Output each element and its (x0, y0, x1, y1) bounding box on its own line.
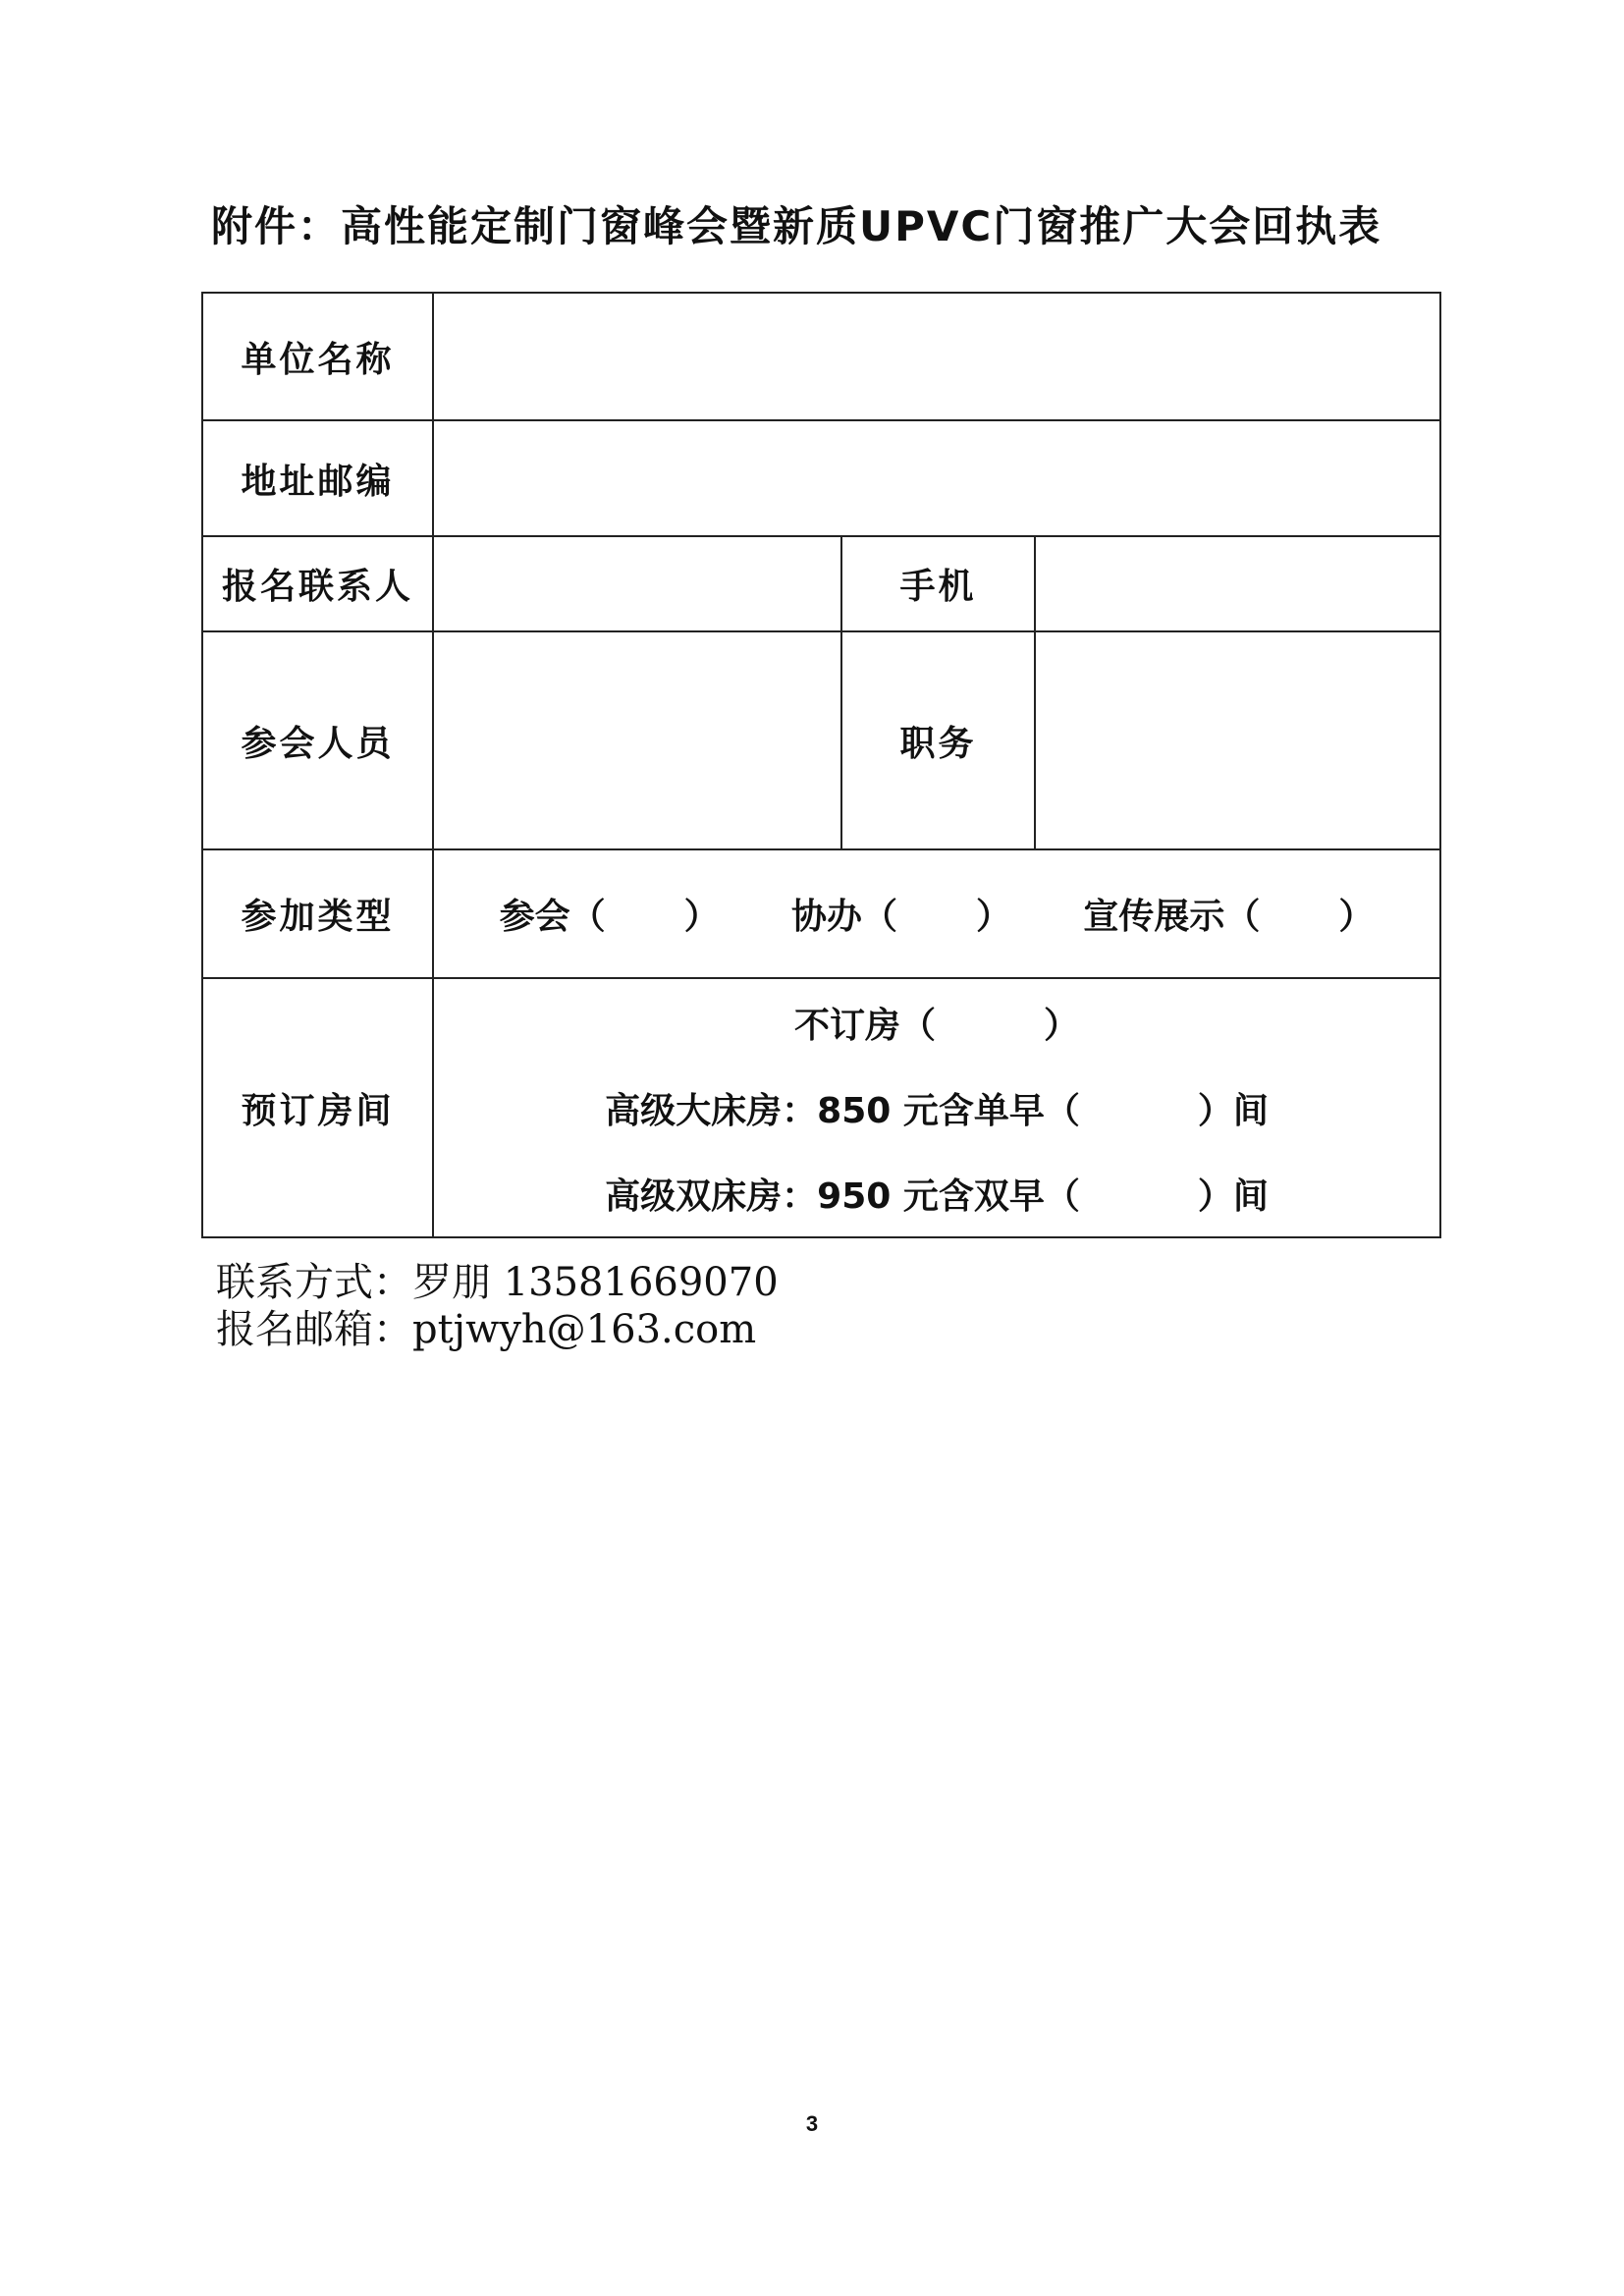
contact-person-label: 报名联系人 (202, 536, 433, 631)
unit-name-label: 单位名称 (202, 293, 433, 420)
option-no-room[interactable] (794, 998, 1079, 1048)
email-line: 报名邮箱：ptjwyh@163.com (216, 1307, 757, 1352)
room-booking-options (433, 978, 1440, 1237)
contact-info (216, 1259, 779, 1353)
form-title: 附件：高性能定制门窗峰会暨新质UPVC门窗推广大会回执表 (211, 202, 1382, 250)
row-unit-name (202, 293, 1440, 420)
attendees-label: 参会人员 (202, 631, 433, 849)
option-promotion[interactable] (1083, 889, 1374, 939)
option-attend[interactable] (500, 889, 720, 939)
position-label: 职务 (841, 631, 1035, 849)
twin-room-close: ）间 (1197, 1175, 1269, 1217)
option-co-organize-close: ） (976, 897, 1012, 937)
room-booking-label: 预订房间 (202, 978, 433, 1237)
row-participation-type (202, 849, 1440, 978)
row-contact-person (202, 536, 1440, 631)
registration-form-table (201, 292, 1441, 1238)
page-number: 3 (805, 2111, 819, 2136)
row-room-booking (202, 978, 1440, 1237)
option-twin-room[interactable] (605, 1169, 1269, 1219)
participation-type-label: 参加类型 (202, 849, 433, 978)
position-field[interactable] (1035, 631, 1440, 849)
option-king-room[interactable] (605, 1083, 1269, 1133)
attendees-field[interactable] (433, 631, 841, 849)
participation-type-options (433, 849, 1440, 978)
contact-person-field[interactable] (433, 536, 841, 631)
option-attend-text: 参会（ (499, 897, 606, 937)
option-co-organize-text: 协办（ (791, 897, 898, 937)
row-address (202, 420, 1440, 536)
address-field[interactable] (433, 420, 1440, 536)
unit-name-field[interactable] (433, 293, 1440, 420)
twin-room-text: 高级双床房：950 元含双早（ (605, 1175, 1080, 1217)
no-room-text: 不订房（ (794, 1005, 937, 1046)
address-label: 地址邮编 (202, 420, 433, 536)
phone-label: 手机 (841, 536, 1035, 631)
king-room-close: ）间 (1197, 1090, 1269, 1131)
option-promotion-text: 宣传展示（ (1083, 897, 1261, 937)
no-room-close: ） (1044, 1005, 1080, 1046)
option-promotion-close: ） (1338, 897, 1375, 937)
contact-line: 联系方式：罗朋 13581669070 (216, 1260, 779, 1305)
king-room-text: 高级大床房：850 元含单早（ (605, 1090, 1080, 1131)
option-attend-close: ） (683, 897, 720, 937)
phone-field[interactable] (1035, 536, 1440, 631)
row-attendees (202, 631, 1440, 849)
option-co-organize[interactable] (791, 889, 1011, 939)
